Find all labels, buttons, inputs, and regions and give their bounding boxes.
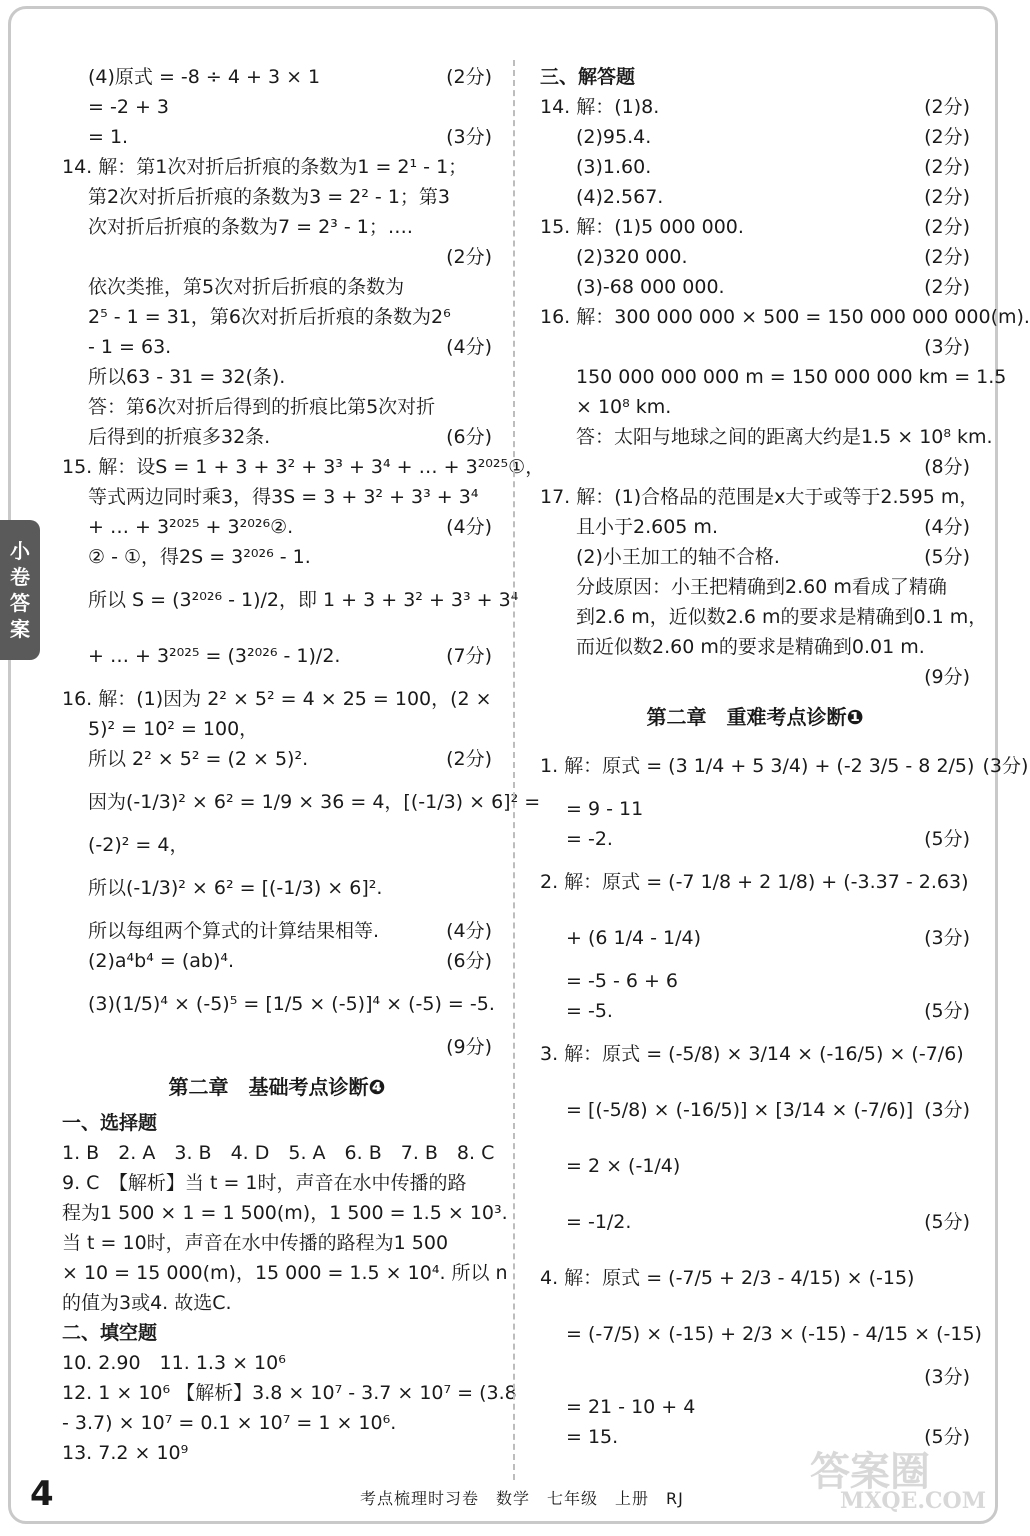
answer-line (540, 302, 1030, 332)
answer-text: = (-7/5) × (-15) + 2/3 × (-15) - 4/15 × (-15) (566, 1323, 982, 1345)
answer-text: = 1. (88, 126, 129, 148)
left-answers-block (62, 62, 545, 1062)
answer-text: 17. 解：(1)合格品的范围是x大于或等于2.595 m， (540, 486, 979, 508)
answer-text: (2)95.4. (576, 126, 652, 148)
answer-text: 1. B 2. A 3. B 4. D 5. A 6. B 7. B 8. C (62, 1142, 495, 1164)
answer-text: + … + 3²⁰²⁵ = (3²⁰²⁶ - 1)/2. (88, 645, 341, 667)
score-points: (2分) (924, 156, 970, 178)
answer-text: (3)(1/5)⁴ × (-5)⁵ = [1/5 × (-5)]⁴ × (-5) = -5. (88, 993, 495, 1015)
watermark-logo (810, 1440, 1000, 1520)
answer-text: 14. 解：(1)8. (540, 96, 660, 118)
answer-text: 因为(-1/3)² × 6² = 1/9 × 36 = 4，[(-1/3) × 6]² = (88, 791, 541, 813)
side-tab-char: 小 (10, 539, 30, 563)
answer-line (62, 1318, 492, 1348)
answer-text: 10. 2.90 11. 1.3 × 10⁶ (62, 1352, 286, 1374)
answer-line (540, 152, 970, 182)
answer-line (540, 854, 970, 910)
answer-line (62, 628, 492, 684)
answer-text: 而近似数2.60 m的要求是精确到0.01 m. (576, 636, 925, 658)
answer-line (62, 272, 492, 302)
answer-text: 3. 解：原式 = (-5/8) × 3/14 × (-16/5) × (-7/6) (540, 1043, 964, 1065)
answer-text: 到2.6 m，近似数2.6 m的要求是精确到0.1 m， (576, 606, 988, 628)
score-points: (5分) (924, 828, 970, 850)
answer-line (540, 824, 970, 854)
score-points: (3分) (924, 1366, 970, 1388)
answer-text: 所以63 - 31 = 32(条). (88, 366, 286, 388)
answer-text: 后得到的折痕多32条. (88, 426, 271, 448)
answer-text: (2)小王加工的轴不合格. (576, 546, 780, 568)
answer-line (540, 512, 970, 542)
answer-line (62, 1198, 508, 1228)
answer-line (62, 1378, 517, 1408)
answer-text: (4)2.567. (576, 186, 664, 208)
answer-text: = [(-5/8) × (-16/5)] × [3/14 × (-7/6)] (566, 1099, 914, 1121)
answer-text: 分歧原因：小王把精确到2.60 m看成了精确 (576, 576, 947, 598)
answer-line (62, 542, 492, 572)
score-points: (3分) (924, 927, 970, 949)
answer-text: 第2次对折后折痕的条数为3 = 2² - 1；第3 (88, 186, 450, 208)
answer-text: (2)a⁴b⁴ = (ab)⁴. (88, 950, 235, 972)
answer-line (62, 302, 492, 332)
left-column (62, 62, 545, 1468)
answer-text: + … + 3²⁰²⁵ + 3²⁰²⁶②. (88, 516, 294, 538)
answer-text: 一、选择题 (62, 1112, 158, 1134)
answer-line (62, 482, 492, 512)
answer-line (62, 572, 519, 628)
score-points: (2分) (446, 246, 492, 268)
answer-text: 三、解答题 (540, 66, 636, 88)
answer-text: 16. 解：300 000 000 × 500 = 150 000 000 000(m). (540, 306, 1030, 328)
answer-text: 且小于2.605 m. (576, 516, 718, 538)
answer-line (62, 1108, 492, 1138)
answer-text: = -5. (566, 1000, 613, 1022)
answer-line (62, 512, 492, 542)
answer-text: = -2 + 3 (88, 96, 169, 118)
answer-text: 9. C 【解析】当 t = 1时，声音在水中传播的路 (62, 1172, 467, 1194)
answer-text: 4. 解：原式 = (-7/5 + 2/3 - 4/15) × (-15) (540, 1267, 915, 1289)
score-points: (3分) (446, 126, 492, 148)
answer-text: (3)-68 000 000. (576, 276, 725, 298)
score-points: (5分) (924, 546, 970, 568)
answer-text: 15. 解：(1)5 000 000. (540, 216, 744, 238)
answer-text: = 2 × (-1/4) (566, 1155, 681, 1177)
answer-text: - 1 = 63. (88, 336, 172, 358)
answer-line (62, 860, 492, 916)
answer-line (540, 1082, 970, 1138)
score-points: (2分) (924, 246, 970, 268)
answer-line (540, 62, 970, 92)
answer-text: ② - ①，得2S = 3²⁰²⁶ - 1. (88, 546, 311, 568)
answer-line (62, 1228, 492, 1258)
answer-text: = -5 - 6 + 6 (566, 970, 679, 992)
answer-line (540, 542, 970, 572)
answer-line (540, 362, 1007, 392)
answer-line (540, 182, 970, 212)
answer-line (540, 1306, 982, 1362)
answer-line (62, 1138, 495, 1168)
side-tab (0, 520, 40, 660)
answer-text: 依次类推，第5次对折后折痕的条数为 (88, 276, 405, 298)
answer-line (540, 1138, 970, 1194)
answer-text: 所以 S = (3²⁰²⁶ - 1)/2，即 1 + 3 + 3² + 3³ + 3⁴ (88, 589, 519, 611)
score-points: (9分) (446, 1036, 492, 1058)
answer-line (62, 1348, 492, 1378)
answer-line (540, 452, 970, 482)
answer-line (540, 422, 993, 452)
answer-line (62, 744, 492, 774)
left-answers-block-2 (62, 1108, 517, 1468)
score-points: (6分) (446, 426, 492, 448)
answer-line (62, 242, 492, 272)
answer-text: (2)320 000. (576, 246, 688, 268)
answer-line (540, 996, 970, 1026)
answer-line (540, 272, 970, 302)
answer-text: × 10⁸ km. (576, 396, 672, 418)
answer-line (540, 212, 970, 242)
answer-line (540, 1250, 970, 1306)
answer-line (62, 916, 492, 946)
answer-text: 12. 1 × 10⁶ 【解析】3.8 × 10⁷ - 3.7 × 10⁷ = (3.8 (62, 1382, 517, 1404)
answer-line (540, 572, 970, 602)
answer-line (62, 1258, 508, 1288)
answer-text: 等式两边同时乘3，得3S = 3 + 3² + 3³ + 3⁴ (88, 486, 479, 508)
answer-line (540, 1194, 970, 1250)
answer-line (62, 62, 492, 92)
answer-text: = -1/2. (566, 1211, 632, 1233)
answer-text: = 9 - 11 (566, 798, 644, 820)
answer-line (62, 332, 492, 362)
answer-line (62, 830, 492, 860)
answer-text: × 10 = 15 000(m)，15 000 = 1.5 × 10⁴. 所以 n (62, 1262, 508, 1284)
answer-line (62, 1408, 492, 1438)
answer-line (62, 1032, 492, 1062)
score-points: (5分) (924, 1426, 970, 1448)
answer-line (540, 482, 979, 512)
answer-line (540, 910, 970, 966)
answer-text: 当 t = 10时，声音在水中传播的路程为1 500 (62, 1232, 449, 1254)
answer-text: (3)1.60. (576, 156, 652, 178)
answer-line (540, 738, 1029, 794)
answer-line (62, 1288, 492, 1318)
answer-line (540, 662, 970, 692)
score-points: (2分) (446, 748, 492, 770)
answer-line (62, 392, 492, 422)
score-points: (2分) (924, 96, 970, 118)
answer-text: 1. 解：原式 = (3 1/4 + 5 3/4) + (-2 3/5 - 8 2/5) (540, 755, 975, 777)
answer-line (62, 946, 492, 976)
answer-line (62, 152, 492, 182)
answer-text: 14. 解：第1次对折后折痕的条数为1 = 2¹ - 1； (62, 156, 468, 178)
side-tab-char: 案 (10, 617, 30, 641)
answer-line (62, 774, 541, 830)
score-points: (5分) (924, 1211, 970, 1233)
answer-text: = -2. (566, 828, 613, 850)
answer-line (62, 1438, 492, 1468)
score-points: (9分) (924, 666, 970, 688)
score-points: (3分) (982, 755, 1029, 777)
right-answers-block-2 (540, 738, 1029, 1452)
answer-text: 13. 7.2 × 10⁹ (62, 1442, 189, 1464)
answer-text: 所以(-1/3)² × 6² = [(-1/3) × 6]². (88, 877, 383, 899)
answer-line (540, 794, 970, 824)
score-points: (8分) (924, 456, 970, 478)
answer-text: (-2)² = 4， (88, 834, 189, 856)
answer-line (62, 452, 545, 482)
side-tab-char: 答 (10, 591, 30, 615)
score-points: (4分) (924, 516, 970, 538)
answer-text: 2⁵ - 1 = 31，第6次对折后折痕的条数为2⁶ (88, 306, 451, 328)
answer-text: 所以 2² × 5² = (2 × 5)². (88, 748, 309, 770)
answer-line (62, 976, 495, 1032)
answer-line (540, 242, 970, 272)
watermark-url: MXQE.COM (840, 1488, 987, 1514)
answer-text: = 21 - 10 + 4 (566, 1396, 696, 1418)
answer-text: 2. 解：原式 = (-7 1/8 + 2 1/8) + (-3.37 - 2.63) (540, 871, 969, 893)
answer-text: 150 000 000 000 m = 150 000 000 km = 1.5 (576, 366, 1007, 388)
section-heading-basic: 第二章 基础考点诊断❹ (168, 1075, 386, 1099)
answer-line (540, 1392, 970, 1422)
answer-line (62, 684, 492, 714)
answer-line (62, 182, 492, 212)
score-points: (4分) (446, 920, 492, 942)
answer-line (540, 966, 970, 996)
answer-line (540, 122, 970, 152)
answer-text: 二、填空题 (62, 1322, 158, 1344)
answer-line (62, 362, 492, 392)
answer-text: - 3.7) × 10⁷ = 0.1 × 10⁷ = 1 × 10⁶. (62, 1412, 397, 1434)
footer-book-title: 考点梳理时习卷 数学 七年级 上册 RJ (360, 1489, 684, 1508)
score-points: (4分) (446, 336, 492, 358)
answer-line (540, 1026, 970, 1082)
score-points: (7分) (446, 645, 492, 667)
answer-line (540, 92, 970, 122)
score-points: (2分) (924, 216, 970, 238)
answer-text: 答：第6次对折后得到的折痕比第5次对折 (88, 396, 436, 418)
watermark-text: 答案圈 (810, 1448, 930, 1495)
answer-text: 的值为3或4. 故选C. (62, 1292, 232, 1314)
answer-line (62, 1168, 492, 1198)
column-divider (513, 60, 515, 1480)
score-points: (2分) (446, 66, 492, 88)
answer-text: 所以每组两个算式的计算结果相等. (88, 920, 380, 942)
answer-line (540, 1362, 970, 1392)
answer-line (540, 632, 970, 662)
answer-text: + (6 1/4 - 1/4) (566, 927, 702, 949)
answer-line (62, 122, 492, 152)
answer-line (540, 602, 988, 632)
score-points: (4分) (446, 516, 492, 538)
answer-text: 15. 解：设S = 1 + 3 + 3² + 3³ + 3⁴ + … + 3²⁰²⁵①， (62, 456, 545, 478)
score-points: (2分) (924, 276, 970, 298)
score-points: (2分) (924, 186, 970, 208)
score-points: (3分) (924, 1099, 970, 1121)
answer-line (62, 714, 492, 744)
answer-text: (4)原式 = -8 ÷ 4 + 3 × 1 (88, 66, 321, 88)
score-points: (6分) (446, 950, 492, 972)
side-tab-char: 卷 (10, 565, 30, 589)
section-heading-difficult: 第二章 重难考点诊断❶ (646, 705, 864, 729)
answer-text: 16. 解：(1)因为 2² × 5² = 4 × 25 = 100，(2 × (62, 688, 492, 710)
answer-text: = 15. (566, 1426, 619, 1448)
answer-line (62, 212, 492, 242)
answer-line (540, 392, 970, 422)
score-points: (3分) (924, 336, 970, 358)
answer-line (540, 332, 970, 362)
answer-text: 程为1 500 × 1 = 1 500(m)，1 500 = 1.5 × 10³. (62, 1202, 508, 1224)
score-points: (5分) (924, 1000, 970, 1022)
page-number: 4 (30, 1474, 54, 1514)
score-points: (2分) (924, 126, 970, 148)
right-answers-block (540, 62, 1030, 692)
right-column (540, 62, 1030, 1452)
answer-text: 次对折后折痕的条数为7 = 2³ - 1；…. (88, 216, 413, 238)
answer-text: 答：太阳与地球之间的距离大约是1.5 × 10⁸ km. (576, 426, 993, 448)
answer-line (62, 92, 492, 122)
answer-text: 5)² = 10² = 100， (88, 718, 259, 740)
answer-line (62, 422, 492, 452)
